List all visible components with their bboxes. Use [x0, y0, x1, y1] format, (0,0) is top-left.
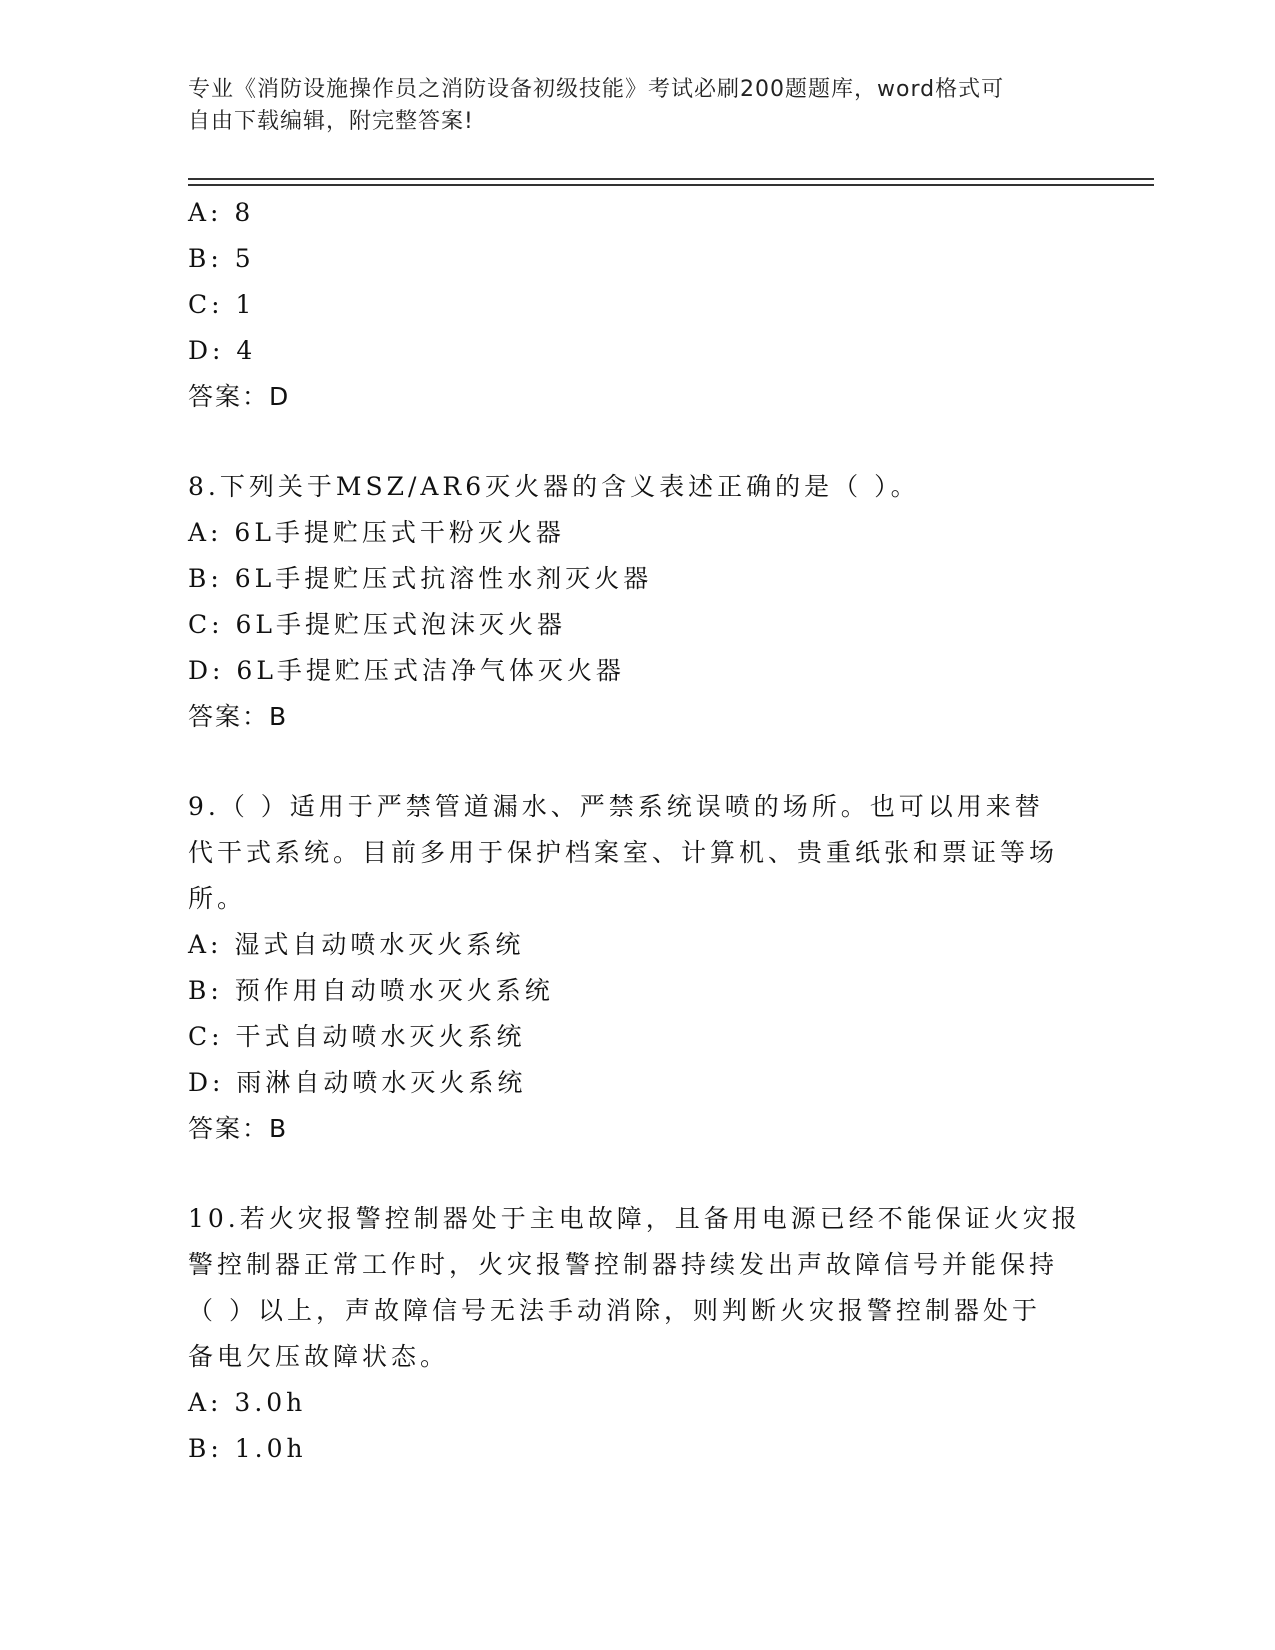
answer: 答案：B: [188, 702, 289, 731]
question-8: [188, 464, 1088, 740]
question-stem: [188, 784, 1088, 922]
option-a: A: 3.0h: [188, 1388, 307, 1417]
stem-line: 所。: [188, 884, 247, 913]
option-a: A: 6L手提贮压式干粉灭火器: [188, 518, 565, 547]
option-d: D: 6L手提贮压式洁净气体灭火器: [188, 656, 625, 685]
header-divider-top: [188, 178, 1154, 180]
answer: 答案：D: [188, 382, 291, 411]
stem-line: 备电欠压故障状态。: [188, 1342, 450, 1371]
question-9: [188, 784, 1088, 1152]
header-line-2: 自由下载编辑，附完整答案!: [188, 109, 474, 134]
option-c: C: 6L手提贮压式泡沫灭火器: [188, 610, 567, 639]
option-c: C: 干式自动喷水灭火系统: [188, 1022, 526, 1051]
stem-line: 10.若火灾报警控制器处于主电故障，且备用电源已经不能保证火灾报: [188, 1204, 1081, 1233]
stem-line: 警控制器正常工作时，火灾报警控制器持续发出声故障信号并能保持: [188, 1250, 1059, 1279]
question-7: [188, 190, 1088, 420]
option-b: B: 6L手提贮压式抗溶性水剂灭火器: [188, 564, 653, 593]
question-10: [188, 1196, 1088, 1472]
question-stem: [188, 464, 1088, 510]
option-d: D: 4: [188, 336, 257, 365]
page-header: [188, 74, 1088, 138]
stem-line: 9.（ ）适用于严禁管道漏水、严禁系统误喷的场所。也可以用来替: [188, 792, 1044, 821]
header-line-1: 专业《消防设施操作员之消防设备初级技能》考试必刷200题题库，word格式可: [188, 77, 1005, 102]
stem-line: 8.下列关于MSZ/AR6灭火器的含义表述正确的是（ ）。: [188, 472, 920, 501]
answer: 答案：B: [188, 1114, 289, 1143]
option-a: A: 8: [188, 198, 255, 227]
option-b: B: 5: [188, 244, 255, 273]
option-d: D: 雨淋自动喷水灭火系统: [188, 1068, 527, 1097]
header-divider-bottom: [188, 184, 1154, 186]
option-a: A: 湿式自动喷水灭火系统: [188, 930, 525, 959]
stem-line: （ ）以上，声故障信号无法手动消除，则判断火灾报警控制器处于: [188, 1296, 1041, 1325]
question-content: [188, 190, 1088, 1472]
question-stem: [188, 1196, 1088, 1380]
option-c: C: 1: [188, 290, 256, 319]
option-b: B: 预作用自动喷水灭火系统: [188, 976, 554, 1005]
option-b: B: 1.0h: [188, 1434, 307, 1463]
stem-line: 代干式系统。目前多用于保护档案室、计算机、贵重纸张和票证等场: [188, 838, 1059, 867]
